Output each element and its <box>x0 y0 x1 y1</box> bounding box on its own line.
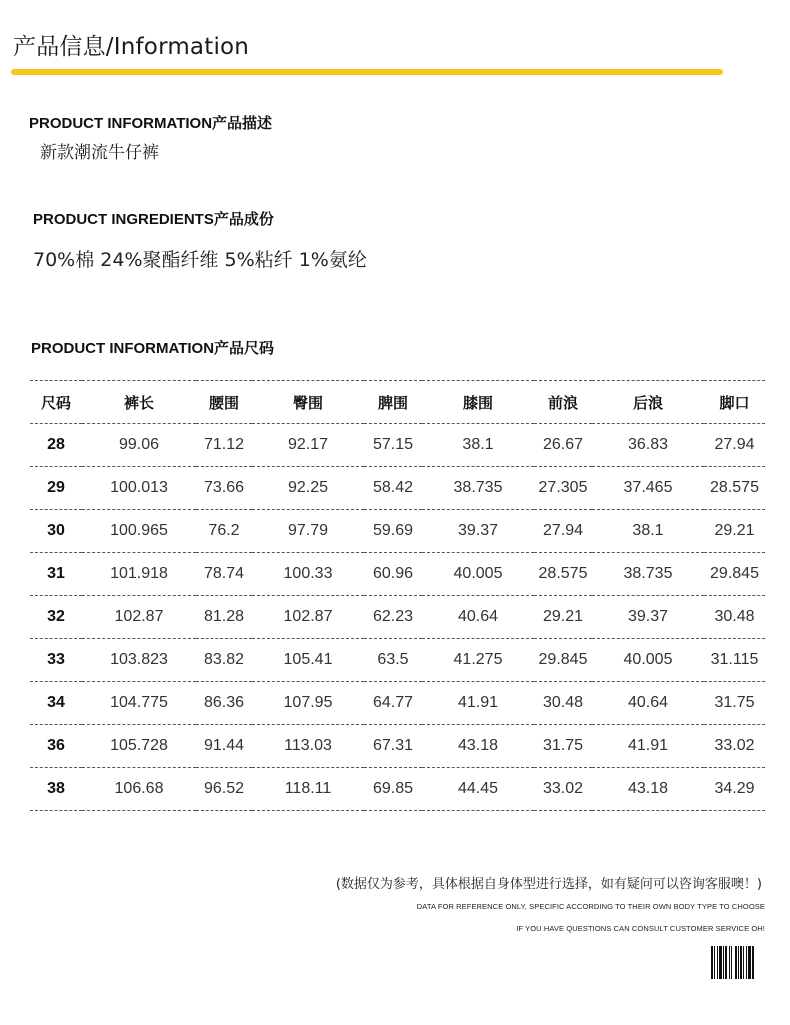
measurement-cell: 63.5 <box>364 639 422 682</box>
measurement-cell: 73.66 <box>196 467 252 510</box>
description-text: 新款潮流牛仔裤 <box>40 143 159 163</box>
size-cell: 38 <box>30 768 82 811</box>
table-row <box>30 596 765 639</box>
measurement-cell: 31.115 <box>704 639 765 682</box>
measurement-cell: 41.275 <box>422 639 534 682</box>
measurement-cell: 92.17 <box>252 424 364 467</box>
measurement-cell: 40.005 <box>592 639 704 682</box>
measurement-cell: 96.52 <box>196 768 252 811</box>
ingredients-text: 70%棉 24%聚酯纤维 5%粘纤 1%氨纶 <box>33 249 367 271</box>
measurement-cell: 39.37 <box>592 596 704 639</box>
column-header: 膝围 <box>422 381 534 424</box>
size-cell: 29 <box>30 467 82 510</box>
measurement-cell: 38.735 <box>592 553 704 596</box>
title-underline <box>11 69 723 75</box>
measurement-cell: 27.94 <box>704 424 765 467</box>
measurement-cell: 44.45 <box>422 768 534 811</box>
measurement-cell: 28.575 <box>704 467 765 510</box>
measurement-cell: 76.2 <box>196 510 252 553</box>
measurement-cell: 31.75 <box>534 725 592 768</box>
size-chart-heading: PRODUCT INFORMATION产品尺码 <box>31 340 275 357</box>
measurement-cell: 33.02 <box>704 725 765 768</box>
measurement-cell: 33.02 <box>534 768 592 811</box>
size-cell: 34 <box>30 682 82 725</box>
disclaimer-en-2: IF YOU HAVE QUESTIONS CAN CONSULT CUSTOMER SERVICE OH! <box>516 924 765 933</box>
size-cell: 28 <box>30 424 82 467</box>
measurement-cell: 97.79 <box>252 510 364 553</box>
measurement-cell: 100.33 <box>252 553 364 596</box>
disclaimer-cn: (数据仅为参考，具体根据自身体型进行选择，如有疑问可以咨询客服噢！) <box>335 877 762 892</box>
table-row <box>30 639 765 682</box>
table-row <box>30 424 765 467</box>
measurement-cell: 78.74 <box>196 553 252 596</box>
measurement-cell: 38.1 <box>422 424 534 467</box>
measurement-cell: 40.64 <box>592 682 704 725</box>
measurement-cell: 105.728 <box>82 725 196 768</box>
measurement-cell: 118.11 <box>252 768 364 811</box>
measurement-cell: 30.48 <box>704 596 765 639</box>
disclaimer-en-1: DATA FOR REFERENCE ONLY, SPECIFIC ACCORDING TO THEIR OWN BODY TYPE TO CHOOSE <box>416 902 765 911</box>
measurement-cell: 83.82 <box>196 639 252 682</box>
description-heading: PRODUCT INFORMATION产品描述 <box>29 115 273 132</box>
measurement-cell: 60.96 <box>364 553 422 596</box>
measurement-cell: 64.77 <box>364 682 422 725</box>
table-header-row <box>30 381 765 424</box>
measurement-cell: 81.28 <box>196 596 252 639</box>
measurement-cell: 71.12 <box>196 424 252 467</box>
measurement-cell: 102.87 <box>252 596 364 639</box>
measurement-cell: 100.013 <box>82 467 196 510</box>
measurement-cell: 27.94 <box>534 510 592 553</box>
measurement-cell: 99.06 <box>82 424 196 467</box>
measurement-cell: 91.44 <box>196 725 252 768</box>
size-cell: 32 <box>30 596 82 639</box>
measurement-cell: 69.85 <box>364 768 422 811</box>
column-header: 脚口 <box>704 381 765 424</box>
size-cell: 36 <box>30 725 82 768</box>
column-header: 裤长 <box>82 381 196 424</box>
measurement-cell: 38.735 <box>422 467 534 510</box>
measurement-cell: 37.465 <box>592 467 704 510</box>
table-row <box>30 467 765 510</box>
measurement-cell: 104.775 <box>82 682 196 725</box>
measurement-cell: 57.15 <box>364 424 422 467</box>
size-cell: 33 <box>30 639 82 682</box>
column-header: 后浪 <box>592 381 704 424</box>
size-cell: 31 <box>30 553 82 596</box>
measurement-cell: 107.95 <box>252 682 364 725</box>
measurement-cell: 29.21 <box>534 596 592 639</box>
measurement-cell: 102.87 <box>82 596 196 639</box>
column-header: 前浪 <box>534 381 592 424</box>
measurement-cell: 27.305 <box>534 467 592 510</box>
measurement-cell: 43.18 <box>592 768 704 811</box>
measurement-cell: 103.823 <box>82 639 196 682</box>
measurement-cell: 34.29 <box>704 768 765 811</box>
table-row <box>30 768 765 811</box>
measurement-cell: 40.64 <box>422 596 534 639</box>
measurement-cell: 41.91 <box>422 682 534 725</box>
measurement-cell: 40.005 <box>422 553 534 596</box>
measurement-cell: 30.48 <box>534 682 592 725</box>
column-header: 腰围 <box>196 381 252 424</box>
measurement-cell: 29.21 <box>704 510 765 553</box>
table-row <box>30 510 765 553</box>
measurement-cell: 100.965 <box>82 510 196 553</box>
measurement-cell: 36.83 <box>592 424 704 467</box>
size-cell: 30 <box>30 510 82 553</box>
measurement-cell: 101.918 <box>82 553 196 596</box>
measurement-cell: 41.91 <box>592 725 704 768</box>
measurement-cell: 67.31 <box>364 725 422 768</box>
barcode-icon <box>710 945 764 980</box>
measurement-cell: 86.36 <box>196 682 252 725</box>
ingredients-heading: PRODUCT INGREDIENTS产品成份 <box>33 211 274 228</box>
column-header: 尺码 <box>30 381 82 424</box>
column-header: 脾围 <box>364 381 422 424</box>
measurement-cell: 31.75 <box>704 682 765 725</box>
measurement-cell: 62.23 <box>364 596 422 639</box>
measurement-cell: 92.25 <box>252 467 364 510</box>
measurement-cell: 59.69 <box>364 510 422 553</box>
table-row <box>30 553 765 596</box>
measurement-cell: 29.845 <box>704 553 765 596</box>
size-table <box>30 380 765 811</box>
measurement-cell: 29.845 <box>534 639 592 682</box>
measurement-cell: 39.37 <box>422 510 534 553</box>
measurement-cell: 43.18 <box>422 725 534 768</box>
measurement-cell: 105.41 <box>252 639 364 682</box>
measurement-cell: 106.68 <box>82 768 196 811</box>
table-row <box>30 725 765 768</box>
measurement-cell: 28.575 <box>534 553 592 596</box>
page-title: 产品信息/Information <box>13 34 250 60</box>
measurement-cell: 58.42 <box>364 467 422 510</box>
measurement-cell: 38.1 <box>592 510 704 553</box>
measurement-cell: 26.67 <box>534 424 592 467</box>
column-header: 臀围 <box>252 381 364 424</box>
table-row <box>30 682 765 725</box>
measurement-cell: 113.03 <box>252 725 364 768</box>
